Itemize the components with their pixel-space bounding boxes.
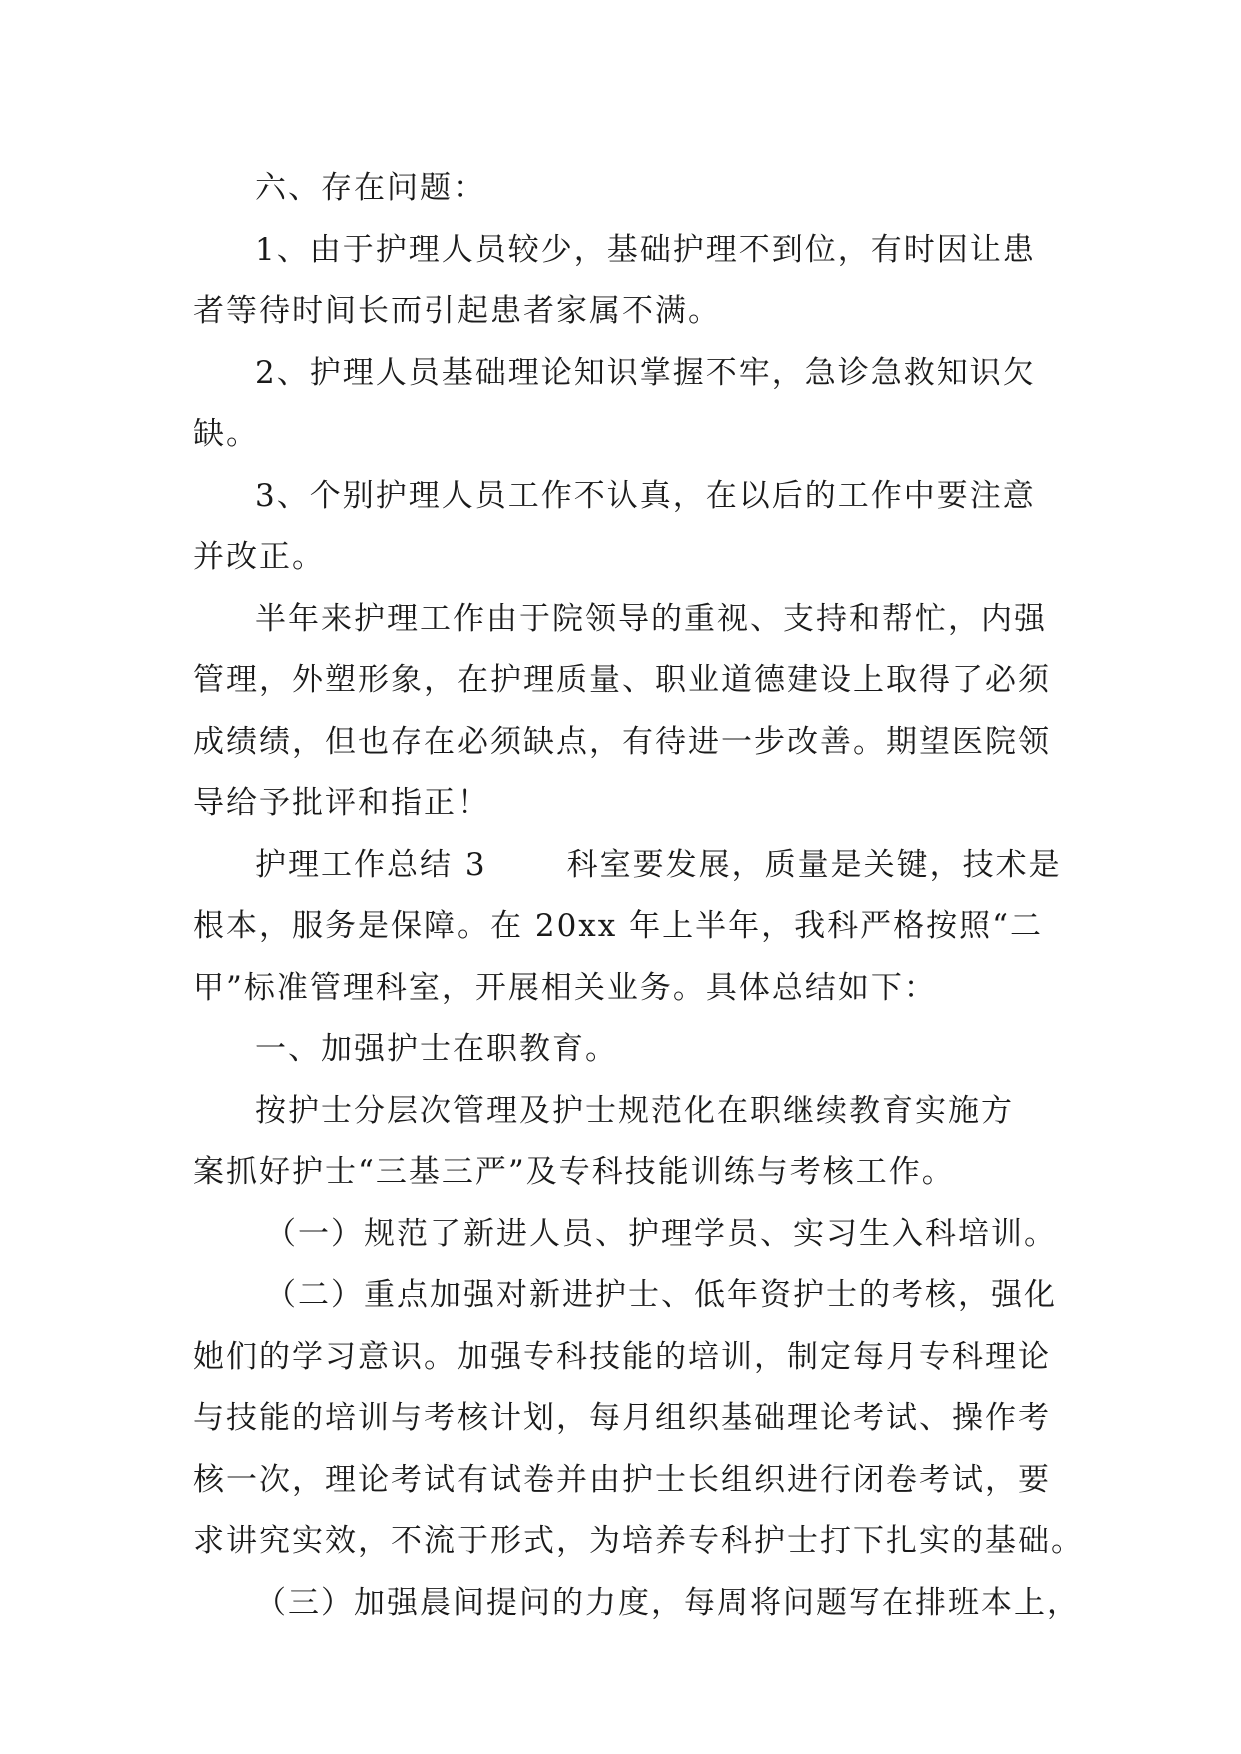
paragraph-text: 科室要发展，质量是关键，技术是 xyxy=(566,846,1062,883)
paragraph-line: 她们的学习意识。加强专科技能的培训，制定每月专科理论 xyxy=(193,1338,1051,1375)
paragraph-line: 1、由于护理人员较少，基础护理不到位，有时因让患 xyxy=(255,231,1036,268)
paragraph-line: 者等待时间长而引起患者家属不满。 xyxy=(193,293,721,329)
paragraph-line: 并改正。 xyxy=(193,539,325,575)
paragraph-line: 与技能的培训与考核计划，每月组织基础理论考试、操作考 xyxy=(193,1400,1051,1436)
paragraph-line: 半年来护理工作由于院领导的重视、支持和帮忙，内强 xyxy=(255,600,1047,637)
paragraph-line: 案抓好护士“三基三严”及专科技能训练与考核工作。 xyxy=(193,1154,955,1190)
paragraph-line: 成绩绩，但也存在必须缺点，有待进一步改善。期望医院领 xyxy=(193,723,1051,760)
paragraph-line: 缺。 xyxy=(193,416,259,452)
section-heading: 一、加强护士在职教育。 xyxy=(255,1031,618,1067)
paragraph-line: 管理，外塑形象，在护理质量、职业道德建设上取得了必须 xyxy=(193,662,1051,698)
paragraph-line: 求讲究实效，不流于形式，为培养专科护士打下扎实的基础。 xyxy=(193,1523,1084,1559)
paragraph-line: 导给予批评和指正！ xyxy=(193,785,490,821)
paragraph-line: 甲”标准管理科室，开展相关业务。具体总结如下： xyxy=(193,969,937,1006)
paragraph-line: 根本，服务是保障。在 20xx 年上半年，我科严格按照“二 xyxy=(193,908,1043,944)
summary-title-line xyxy=(193,835,1062,897)
paragraph-line: （二）重点加强对新进护士、低年资护士的考核，强化 xyxy=(265,1277,1057,1313)
paragraph-line: 2、护理人员基础理论知识掌握不牢，急诊急救知识欠 xyxy=(255,354,1036,391)
section-heading: 六、存在问题： xyxy=(255,170,486,206)
paragraph-line: （三）加强晨间提问的力度，每周将问题写在排班本上， xyxy=(255,1584,1080,1621)
paragraph-line: 3、个别护理人员工作不认真，在以后的工作中要注意 xyxy=(255,477,1036,514)
document-body xyxy=(193,158,1084,1634)
paragraph-line: 核一次，理论考试有试卷并由护士长组织进行闭卷考试，要 xyxy=(193,1461,1051,1498)
paragraph-line: （一）规范了新进人员、护理学员、实习生入科培训。 xyxy=(265,1215,1057,1252)
summary-title: 护理工作总结 3 xyxy=(255,846,487,883)
paragraph-line: 按护士分层次管理及护士规范化在职继续教育实施方 xyxy=(255,1092,1014,1129)
